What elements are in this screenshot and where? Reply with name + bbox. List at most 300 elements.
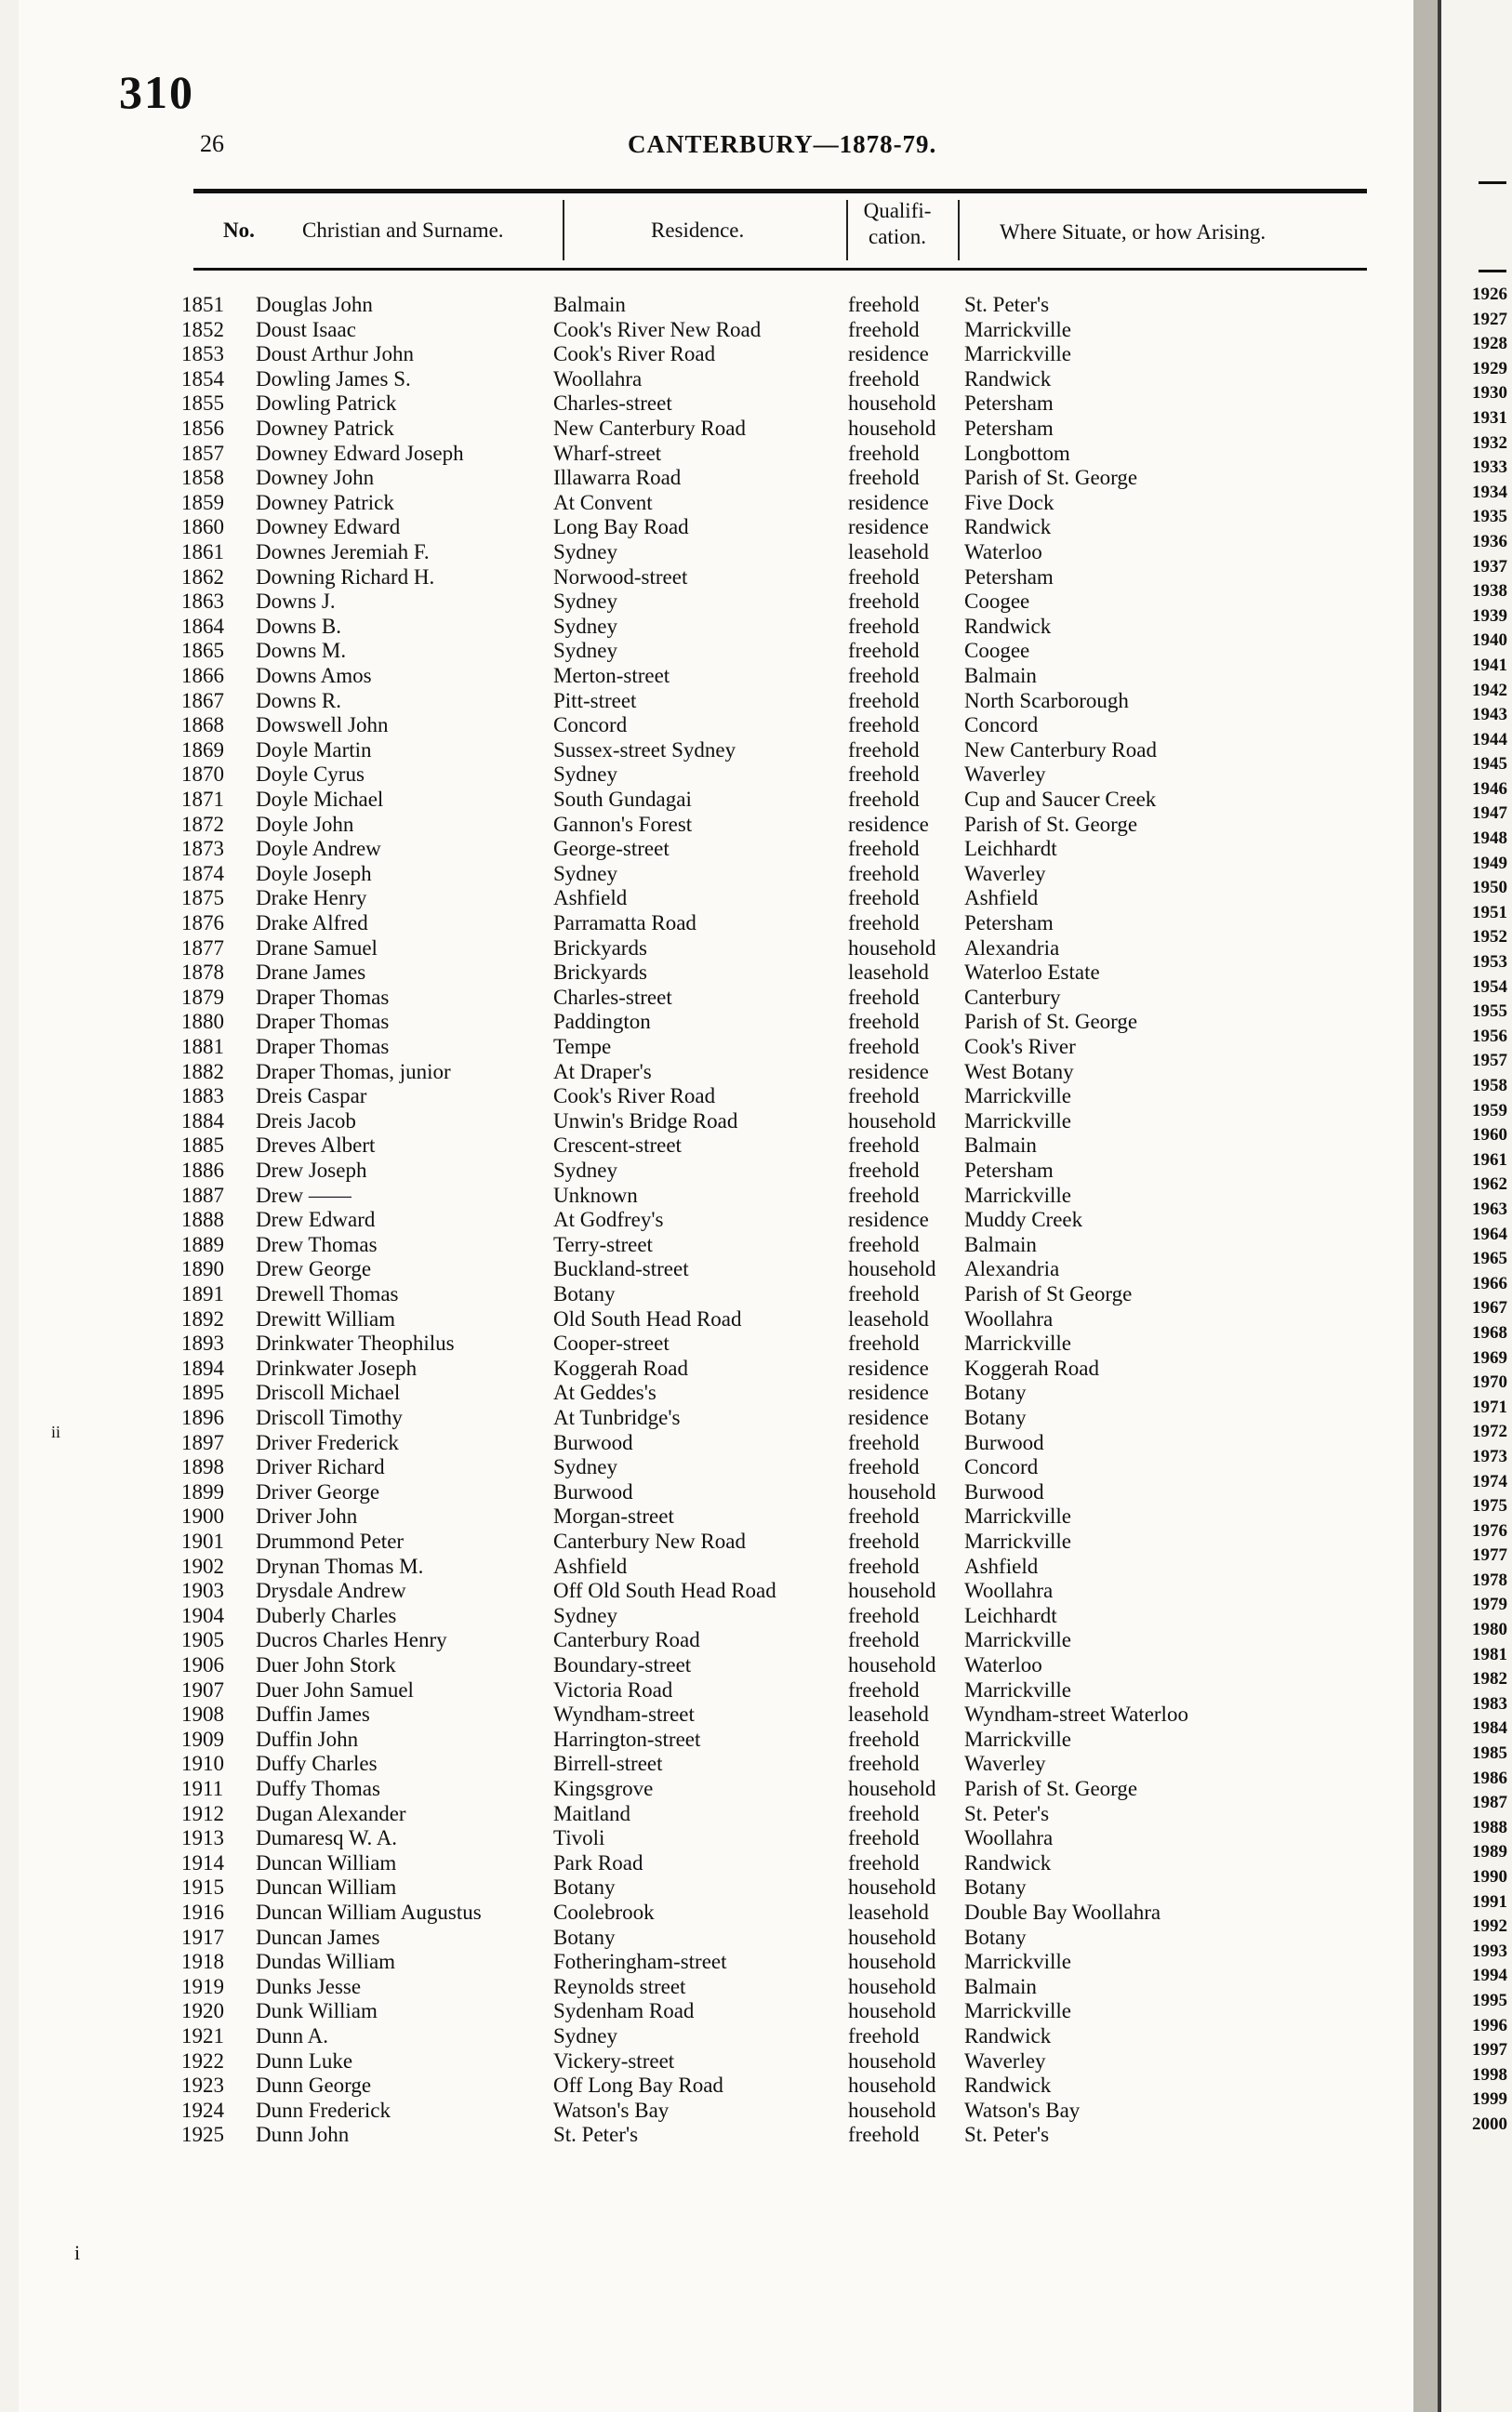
- adjacent-entry-number: 1996: [1472, 2015, 1507, 2035]
- adjacent-entry-number: 1965: [1472, 1249, 1507, 1269]
- voter-name: Duer John Samuel: [256, 1677, 414, 1702]
- adjacent-entry-number: 1995: [1472, 1990, 1507, 2010]
- qualification: household: [848, 1777, 936, 1800]
- qualification: freehold: [848, 762, 920, 787]
- adjacent-entry-number: 1978: [1472, 1570, 1507, 1590]
- entry-number: 1872: [181, 812, 224, 836]
- adjacent-entry-number: 1931: [1472, 407, 1507, 428]
- entry-number: 1906: [181, 1653, 224, 1676]
- voter-name: Duberly Charles: [256, 1603, 397, 1627]
- qualification: freehold: [848, 788, 920, 811]
- residence: Parramatta Road: [553, 911, 696, 934]
- voter-name: Dreis Jacob: [256, 1108, 356, 1133]
- residence: Crescent-street: [553, 1133, 682, 1158]
- margin-mark: i: [74, 2241, 81, 2264]
- adjacent-entry-number: 1992: [1472, 1916, 1507, 1937]
- qualification: freehold: [848, 664, 920, 687]
- entry-number: 1854: [181, 366, 224, 391]
- voter-name: Drane James: [256, 961, 366, 985]
- voter-name: Drynan Thomas M.: [256, 1554, 424, 1578]
- voter-name: Draper Thomas: [256, 1010, 390, 1034]
- voter-name: Duncan William: [256, 1875, 397, 1900]
- running-title: CANTERBURY—1878-79.: [628, 130, 937, 158]
- where-situate: Randwick: [964, 614, 1052, 638]
- voter-name: Downing Richard H.: [256, 564, 435, 589]
- adjacent-rule-bottom: [1479, 270, 1506, 272]
- voter-name: Doust Arthur John: [256, 342, 414, 366]
- adjacent-entry-number: 1941: [1472, 655, 1507, 675]
- entry-number: 1925: [181, 2123, 224, 2147]
- entry-number: 1895: [181, 1381, 224, 1405]
- voter-name: Doyle Michael: [256, 788, 384, 811]
- voter-name: Doyle Martin: [256, 737, 372, 762]
- adjacent-entry-number: 1949: [1472, 853, 1507, 873]
- adjacent-entry-number: 1999: [1472, 2089, 1507, 2110]
- adjacent-entry-number: 1935: [1472, 507, 1507, 527]
- qualification: freehold: [848, 317, 920, 341]
- adjacent-page-numbers: [1472, 285, 1507, 2140]
- where-situate: Botany: [964, 1381, 1027, 1405]
- entry-number: 1912: [181, 1801, 224, 1825]
- adjacent-entry-number: 1928: [1472, 334, 1507, 354]
- where-situate: Parish of St. George: [964, 1777, 1138, 1800]
- where-situate: Burwood: [964, 1479, 1044, 1504]
- residence: Charles-street: [553, 985, 672, 1009]
- qualification: residence: [848, 1356, 929, 1380]
- entry-number: 1920: [181, 1999, 224, 2023]
- header-rule-top: [193, 189, 1367, 193]
- qualification: residence: [848, 490, 929, 514]
- where-situate: Marrickville: [964, 1628, 1071, 1652]
- where-situate: Waverley: [964, 2048, 1046, 2073]
- qualification: residence: [848, 342, 929, 366]
- entry-number: 1866: [181, 664, 224, 687]
- entry-number: 1867: [181, 688, 224, 712]
- residence: At Geddes's: [553, 1381, 657, 1405]
- voter-name: Dowling James S.: [256, 366, 411, 391]
- voter-name: Drane Samuel: [256, 935, 378, 960]
- residence: Unwin's Bridge Road: [553, 1108, 738, 1133]
- adjacent-entry-number: 1984: [1472, 1718, 1507, 1739]
- voter-name: Driver George: [256, 1479, 380, 1504]
- residence: Ashfield: [553, 1554, 628, 1578]
- adjacent-entry-number: 1952: [1472, 927, 1507, 948]
- qualification: household: [848, 1875, 936, 1900]
- entry-number: 1882: [181, 1059, 224, 1083]
- qualification: freehold: [848, 1430, 920, 1454]
- qualification: freehold: [848, 1677, 920, 1702]
- residence: Cook's River Road: [553, 1084, 716, 1108]
- entry-number: 1899: [181, 1479, 224, 1504]
- entry-number: 1857: [181, 441, 224, 465]
- qualification: freehold: [848, 1133, 920, 1158]
- where-situate: Randwick: [964, 515, 1052, 539]
- entry-number: 1860: [181, 515, 224, 539]
- voter-name: Drew Thomas: [256, 1232, 378, 1256]
- where-situate: Balmain: [964, 1974, 1037, 1998]
- column-divider: [958, 200, 960, 260]
- qualification: household: [848, 2098, 936, 2122]
- voter-name: Duncan William Augustus: [256, 1901, 482, 1924]
- where-situate: Leichhardt: [964, 1603, 1057, 1627]
- adjacent-entry-number: 1940: [1472, 630, 1507, 651]
- voter-name: Ducros Charles Henry: [256, 1628, 447, 1652]
- qualification: freehold: [848, 688, 920, 712]
- qualification: household: [848, 1925, 936, 1949]
- entry-number: 1900: [181, 1504, 224, 1529]
- qualification: freehold: [848, 2123, 920, 2147]
- residence: Sydney: [553, 1455, 617, 1479]
- where-situate: New Canterbury Road: [964, 737, 1157, 762]
- qualification: freehold: [848, 911, 920, 934]
- adjacent-entry-number: 1981: [1472, 1644, 1507, 1664]
- where-situate: Marrickville: [964, 1183, 1071, 1207]
- entry-number: 1897: [181, 1430, 224, 1454]
- qualification: leasehold: [848, 1901, 929, 1924]
- qualification: freehold: [848, 1010, 920, 1034]
- residence: At Tunbridge's: [553, 1406, 681, 1429]
- qualification: residence: [848, 1406, 929, 1429]
- where-situate: Woollahra: [964, 1306, 1054, 1331]
- entry-number: 1896: [181, 1406, 224, 1429]
- adjacent-entry-number: 1977: [1472, 1545, 1507, 1566]
- residence: Gannon's Forest: [553, 812, 693, 836]
- adjacent-entry-number: 1962: [1472, 1174, 1507, 1195]
- adjacent-entry-number: 1926: [1472, 285, 1507, 304]
- residence: Sydney: [553, 1159, 617, 1182]
- where-situate: Leichhardt: [964, 837, 1057, 861]
- where-situate: Canterbury: [964, 985, 1061, 1009]
- adjacent-entry-number: 1960: [1472, 1125, 1507, 1146]
- adjacent-entry-number: 1986: [1472, 1768, 1507, 1788]
- residence: Merton-street: [553, 664, 670, 687]
- entry-number: 1893: [181, 1332, 224, 1356]
- entry-number: 1915: [181, 1875, 224, 1900]
- where-situate: Marrickville: [964, 1504, 1071, 1529]
- qualification: freehold: [848, 1232, 920, 1256]
- entry-number: 1913: [181, 1826, 224, 1850]
- where-situate: Wyndham-street Waterloo: [964, 1703, 1188, 1727]
- voter-name: Downs M.: [256, 639, 347, 663]
- adjacent-entry-number: 1947: [1472, 803, 1507, 824]
- residence: Paddington: [553, 1010, 651, 1034]
- where-situate: Watson's Bay: [964, 2098, 1081, 2122]
- adjacent-entry-number: 1948: [1472, 828, 1507, 849]
- qualification: leasehold: [848, 1306, 929, 1331]
- where-situate: Petersham: [964, 417, 1054, 440]
- adjacent-entry-number: 1946: [1472, 778, 1507, 799]
- qualification: freehold: [848, 1035, 920, 1058]
- entry-number: 1855: [181, 391, 224, 416]
- entry-number: 1865: [181, 639, 224, 663]
- where-situate: Marrickville: [964, 1108, 1071, 1133]
- entry-number: 1870: [181, 762, 224, 787]
- residence: St. Peter's: [553, 2123, 639, 2147]
- adjacent-entry-number: 1955: [1472, 1001, 1507, 1022]
- voter-name: Drew George: [256, 1257, 372, 1281]
- entry-number: 1874: [181, 861, 224, 885]
- where-situate: Randwick: [964, 2024, 1052, 2048]
- residence: Cook's River New Road: [553, 317, 762, 341]
- adjacent-entry-number: 1993: [1472, 1941, 1507, 1961]
- where-situate: St. Peter's: [964, 293, 1050, 316]
- residence: Wyndham-street: [553, 1703, 695, 1727]
- residence: Sydenham Road: [553, 1999, 695, 2023]
- residence: Morgan-street: [553, 1504, 674, 1529]
- qualification: freehold: [848, 293, 920, 316]
- voter-name: Drake Alfred: [256, 911, 368, 934]
- residence: Cook's River Road: [553, 342, 716, 366]
- where-situate: Waterloo Estate: [964, 961, 1100, 985]
- residence: Pitt-street: [553, 688, 637, 712]
- where-situate: Randwick: [964, 1850, 1052, 1875]
- residence: Old South Head Road: [553, 1306, 742, 1331]
- adjacent-entry-number: 1990: [1472, 1867, 1507, 1887]
- residence: Boundary-street: [553, 1653, 692, 1676]
- voter-name: Driscoll Michael: [256, 1381, 401, 1405]
- where-situate: Botany: [964, 1925, 1027, 1949]
- residence: Koggerah Road: [553, 1356, 688, 1380]
- adjacent-entry-number: 1929: [1472, 358, 1507, 378]
- column-header-no: No.: [223, 219, 255, 242]
- residence: At Draper's: [553, 1059, 652, 1083]
- entry-number: 1880: [181, 1010, 224, 1034]
- residence: New Canterbury Road: [553, 417, 746, 440]
- qualification: household: [848, 2048, 936, 2073]
- entry-number: 1862: [181, 564, 224, 589]
- where-situate: Woollahra: [964, 1826, 1054, 1850]
- entry-number: 1909: [181, 1727, 224, 1751]
- adjacent-entry-number: 1932: [1472, 432, 1507, 453]
- adjacent-entry-number: 1969: [1472, 1347, 1507, 1368]
- where-situate: Alexandria: [964, 1257, 1060, 1281]
- where-situate: Alexandria: [964, 935, 1060, 960]
- adjacent-entry-number: 1930: [1472, 383, 1507, 404]
- entry-number: 1859: [181, 490, 224, 514]
- voter-name: Drysdale Andrew: [256, 1579, 406, 1603]
- residence: Coolebrook: [553, 1901, 655, 1924]
- adjacent-entry-number: 1973: [1472, 1446, 1507, 1466]
- where-situate: Balmain: [964, 664, 1037, 687]
- entry-number: 1891: [181, 1282, 224, 1305]
- qualification: household: [848, 1579, 936, 1603]
- page-number: 310: [119, 66, 194, 118]
- adjacent-entry-number: 1976: [1472, 1520, 1507, 1541]
- entry-number: 1889: [181, 1232, 224, 1256]
- residence: Sussex-street Sydney: [553, 737, 736, 762]
- residence: George-street: [553, 837, 670, 861]
- qualification: household: [848, 2074, 936, 2098]
- entry-number: 1884: [181, 1108, 224, 1133]
- where-situate: Cook's River: [964, 1035, 1076, 1058]
- where-situate: Marrickville: [964, 1084, 1071, 1108]
- voter-name: Dunn George: [256, 2074, 372, 2098]
- voter-name: Dreis Caspar: [256, 1084, 367, 1108]
- adjacent-entry-number: 1985: [1472, 1743, 1507, 1764]
- where-situate: Marrickville: [964, 1950, 1071, 1974]
- adjacent-entry-number: 1994: [1472, 1966, 1507, 1986]
- residence: Maitland: [553, 1801, 631, 1825]
- qualification: freehold: [848, 1628, 920, 1652]
- adjacent-entry-number: 1975: [1472, 1496, 1507, 1517]
- adjacent-entry-number: 1956: [1472, 1026, 1507, 1046]
- entry-number: 1858: [181, 466, 224, 490]
- column-header-name: Christian and Surname.: [302, 219, 504, 242]
- residence: Reynolds street: [553, 1974, 686, 1998]
- adjacent-entry-number: 1979: [1472, 1595, 1507, 1615]
- qualification: freehold: [848, 1332, 920, 1356]
- qualification: freehold: [848, 1826, 920, 1850]
- residence: Burwood: [553, 1479, 633, 1504]
- voter-name: Dowling Patrick: [256, 391, 397, 416]
- adjacent-entry-number: 1963: [1472, 1199, 1507, 1219]
- adjacent-entry-number: 1951: [1472, 902, 1507, 922]
- residence: Concord: [553, 713, 628, 737]
- voter-name: Duncan James: [256, 1925, 380, 1949]
- residence: Woollahra: [553, 366, 643, 391]
- residence: Brickyards: [553, 961, 647, 985]
- qualification: freehold: [848, 614, 920, 638]
- residence: Sydney: [553, 614, 617, 638]
- qualification: freehold: [848, 985, 920, 1009]
- voter-name: Duffin James: [256, 1703, 370, 1727]
- where-situate: Marrickville: [964, 317, 1071, 341]
- voter-name: Drinkwater Theophilus: [256, 1332, 455, 1356]
- voter-name: Dunn John: [256, 2123, 350, 2147]
- where-situate: Petersham: [964, 564, 1054, 589]
- entry-number: 1921: [181, 2024, 224, 2048]
- where-situate: Ashfield: [964, 886, 1039, 910]
- voter-name: Downey John: [256, 466, 375, 490]
- residence: Long Bay Road: [553, 515, 689, 539]
- adjacent-entry-number: 1943: [1472, 705, 1507, 725]
- voter-name: Drake Henry: [256, 886, 367, 910]
- adjacent-entry-number: 1953: [1472, 952, 1507, 973]
- residence: Sydney: [553, 1603, 617, 1627]
- qualification: residence: [848, 515, 929, 539]
- adjacent-entry-number: 1937: [1472, 556, 1507, 576]
- qualification: freehold: [848, 2024, 920, 2048]
- adjacent-entry-number: 1933: [1472, 457, 1507, 478]
- column-header-qualification: Qualifi-cation.: [863, 199, 932, 248]
- voter-name: Dugan Alexander: [256, 1801, 406, 1825]
- qualification: leasehold: [848, 1703, 929, 1727]
- voter-name: Drewitt William: [256, 1306, 396, 1331]
- where-situate: Concord: [964, 713, 1039, 737]
- adjacent-rule-top: [1479, 181, 1506, 184]
- entry-number: 1910: [181, 1752, 224, 1776]
- adjacent-entry-number: 1936: [1472, 531, 1507, 551]
- where-situate: Petersham: [964, 391, 1054, 416]
- entry-number: 1888: [181, 1208, 224, 1232]
- entry-number: 1923: [181, 2074, 224, 2098]
- adjacent-entry-number: 1989: [1472, 1842, 1507, 1862]
- adjacent-entry-number: 1982: [1472, 1669, 1507, 1690]
- entry-number: 1905: [181, 1628, 224, 1652]
- entry-number: 1852: [181, 317, 224, 341]
- voter-name: Dundas William: [256, 1950, 396, 1974]
- where-situate: Botany: [964, 1406, 1027, 1429]
- voter-name: Dunk William: [256, 1999, 378, 2023]
- where-situate: Balmain: [964, 1133, 1037, 1158]
- entry-number: 1898: [181, 1455, 224, 1479]
- entry-number: 1876: [181, 911, 224, 934]
- qualification: freehold: [848, 886, 920, 910]
- adjacent-entry-number: 1934: [1472, 482, 1507, 502]
- adjacent-entry-number: 1997: [1472, 2040, 1507, 2061]
- qualification: freehold: [848, 564, 920, 589]
- entry-number: 1856: [181, 417, 224, 440]
- voter-name: Downs Amos: [256, 664, 372, 687]
- entry-number: 1868: [181, 713, 224, 737]
- adjacent-entry-number: 1972: [1472, 1422, 1507, 1442]
- column-header-where: Where Situate, or how Arising.: [1000, 220, 1267, 244]
- voter-name: Driver Richard: [256, 1455, 385, 1479]
- adjacent-entry-number: 1966: [1472, 1273, 1507, 1293]
- residence: Off Long Bay Road: [553, 2074, 723, 2098]
- residence: Tivoli: [553, 1826, 605, 1850]
- where-situate: Marrickville: [964, 1332, 1071, 1356]
- qualification: freehold: [848, 1801, 920, 1825]
- residence: Wharf-street: [553, 441, 662, 465]
- residence: Balmain: [553, 293, 626, 316]
- residence: Sydney: [553, 639, 617, 663]
- entry-number: 1917: [181, 1925, 224, 1949]
- qualification: freehold: [848, 1603, 920, 1627]
- header-rule-bottom: [193, 268, 1367, 271]
- residence: Botany: [553, 1925, 616, 1949]
- entry-number: 1914: [181, 1850, 224, 1875]
- where-situate: Randwick: [964, 2074, 1052, 2098]
- entry-number: 1902: [181, 1554, 224, 1578]
- qualification: household: [848, 1108, 936, 1133]
- entry-number: 1887: [181, 1183, 224, 1207]
- voter-name: Doyle Cyrus: [256, 762, 365, 787]
- where-situate: Koggerah Road: [964, 1356, 1099, 1380]
- qualification: freehold: [848, 861, 920, 885]
- adjacent-entry-number: 1959: [1472, 1100, 1507, 1120]
- where-situate: Petersham: [964, 911, 1054, 934]
- voter-name: Doyle John: [256, 812, 354, 836]
- entry-number: 1892: [181, 1306, 224, 1331]
- qualification: residence: [848, 812, 929, 836]
- residence: Vickery-street: [553, 2048, 675, 2073]
- where-situate: West Botany: [964, 1059, 1074, 1083]
- adjacent-entry-number: 1980: [1472, 1620, 1507, 1640]
- residence: At Convent: [553, 490, 653, 514]
- residence: Canterbury New Road: [553, 1530, 746, 1553]
- voter-name: Driver John: [256, 1504, 358, 1529]
- where-situate: Cup and Saucer Creek: [964, 788, 1157, 811]
- entry-number: 1903: [181, 1579, 224, 1603]
- where-situate: Woollahra: [964, 1579, 1054, 1603]
- qualification: household: [848, 1257, 936, 1281]
- adjacent-entry-number: 1974: [1472, 1471, 1507, 1491]
- entry-number: 1907: [181, 1677, 224, 1702]
- voter-name: Duffy Thomas: [256, 1777, 380, 1800]
- where-situate: Longbottom: [964, 441, 1070, 465]
- adjacent-entry-number: 1998: [1472, 2064, 1507, 2085]
- qualification: freehold: [848, 639, 920, 663]
- qualification: residence: [848, 1381, 929, 1405]
- residence: Watson's Bay: [553, 2098, 670, 2122]
- qualification: freehold: [848, 1752, 920, 1776]
- voter-name: Downs J.: [256, 590, 336, 614]
- voter-name: Downes Jeremiah F.: [256, 540, 430, 563]
- where-situate: Waverley: [964, 861, 1046, 885]
- residence: Charles-street: [553, 391, 672, 416]
- voter-name: Duffy Charles: [256, 1752, 378, 1776]
